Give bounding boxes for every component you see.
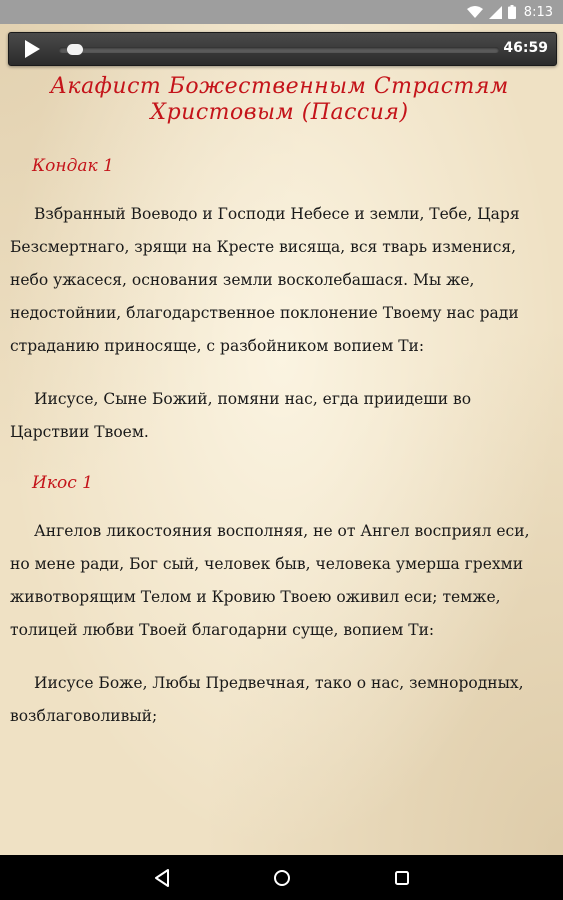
status-time: 8:13 [523, 4, 553, 20]
back-icon [154, 869, 170, 887]
recents-button[interactable] [342, 855, 462, 900]
document-content [0, 74, 563, 733]
seek-thumb[interactable] [67, 44, 83, 55]
status-bar [0, 0, 563, 24]
recents-icon [394, 870, 410, 886]
signal-icon [489, 6, 502, 19]
player-time: 46:59 [503, 40, 548, 56]
paragraph: Иисусе Боже, Любы Предвечная, тако о нас, земнородных, возблаговоливый; [10, 674, 524, 725]
play-icon [23, 39, 41, 59]
title-line-1: Акафист Божественным Страстям [50, 74, 509, 99]
section-heading: Икос 1 [32, 473, 93, 493]
page-title [20, 74, 539, 126]
seek-bar[interactable] [59, 47, 499, 53]
play-button[interactable] [17, 34, 47, 64]
section-heading: Кондак 1 [32, 156, 114, 176]
reader-page[interactable] [0, 24, 563, 855]
audio-player [8, 32, 557, 66]
title-line-2: Христовым (Пассия) [150, 100, 409, 125]
paragraph: Ангелов ликостояния восполняя, не от Ангел восприял еси, но мене ради, Бог сый, человек быв, человека умерша грехми животворящим Телом и Кровию Твоею оживил еси; темже, толицей любви Твоей благодарни суще, вопием Ти: [10, 522, 530, 639]
home-button[interactable] [222, 855, 342, 900]
battery-icon [508, 5, 516, 19]
paragraph: Взбранный Воеводо и Господи Небесе и земли, Тебе, Царя Безсмертнаго, зрящи на Кресте висяща, вся тварь изменися, небо ужасеся, основания земли восколебашася. Мы же, недостойнии, благодарственное поклонение Твоему нас ради страданию приносяще, с разбойником вопием Ти: [10, 205, 520, 355]
navigation-bar [0, 855, 563, 900]
home-icon [273, 869, 291, 887]
back-button[interactable] [102, 855, 222, 900]
paragraph: Иисусе, Сыне Божий, помяни нас, егда приидеши во Царствии Твоем. [10, 390, 472, 441]
wifi-icon [467, 6, 483, 19]
